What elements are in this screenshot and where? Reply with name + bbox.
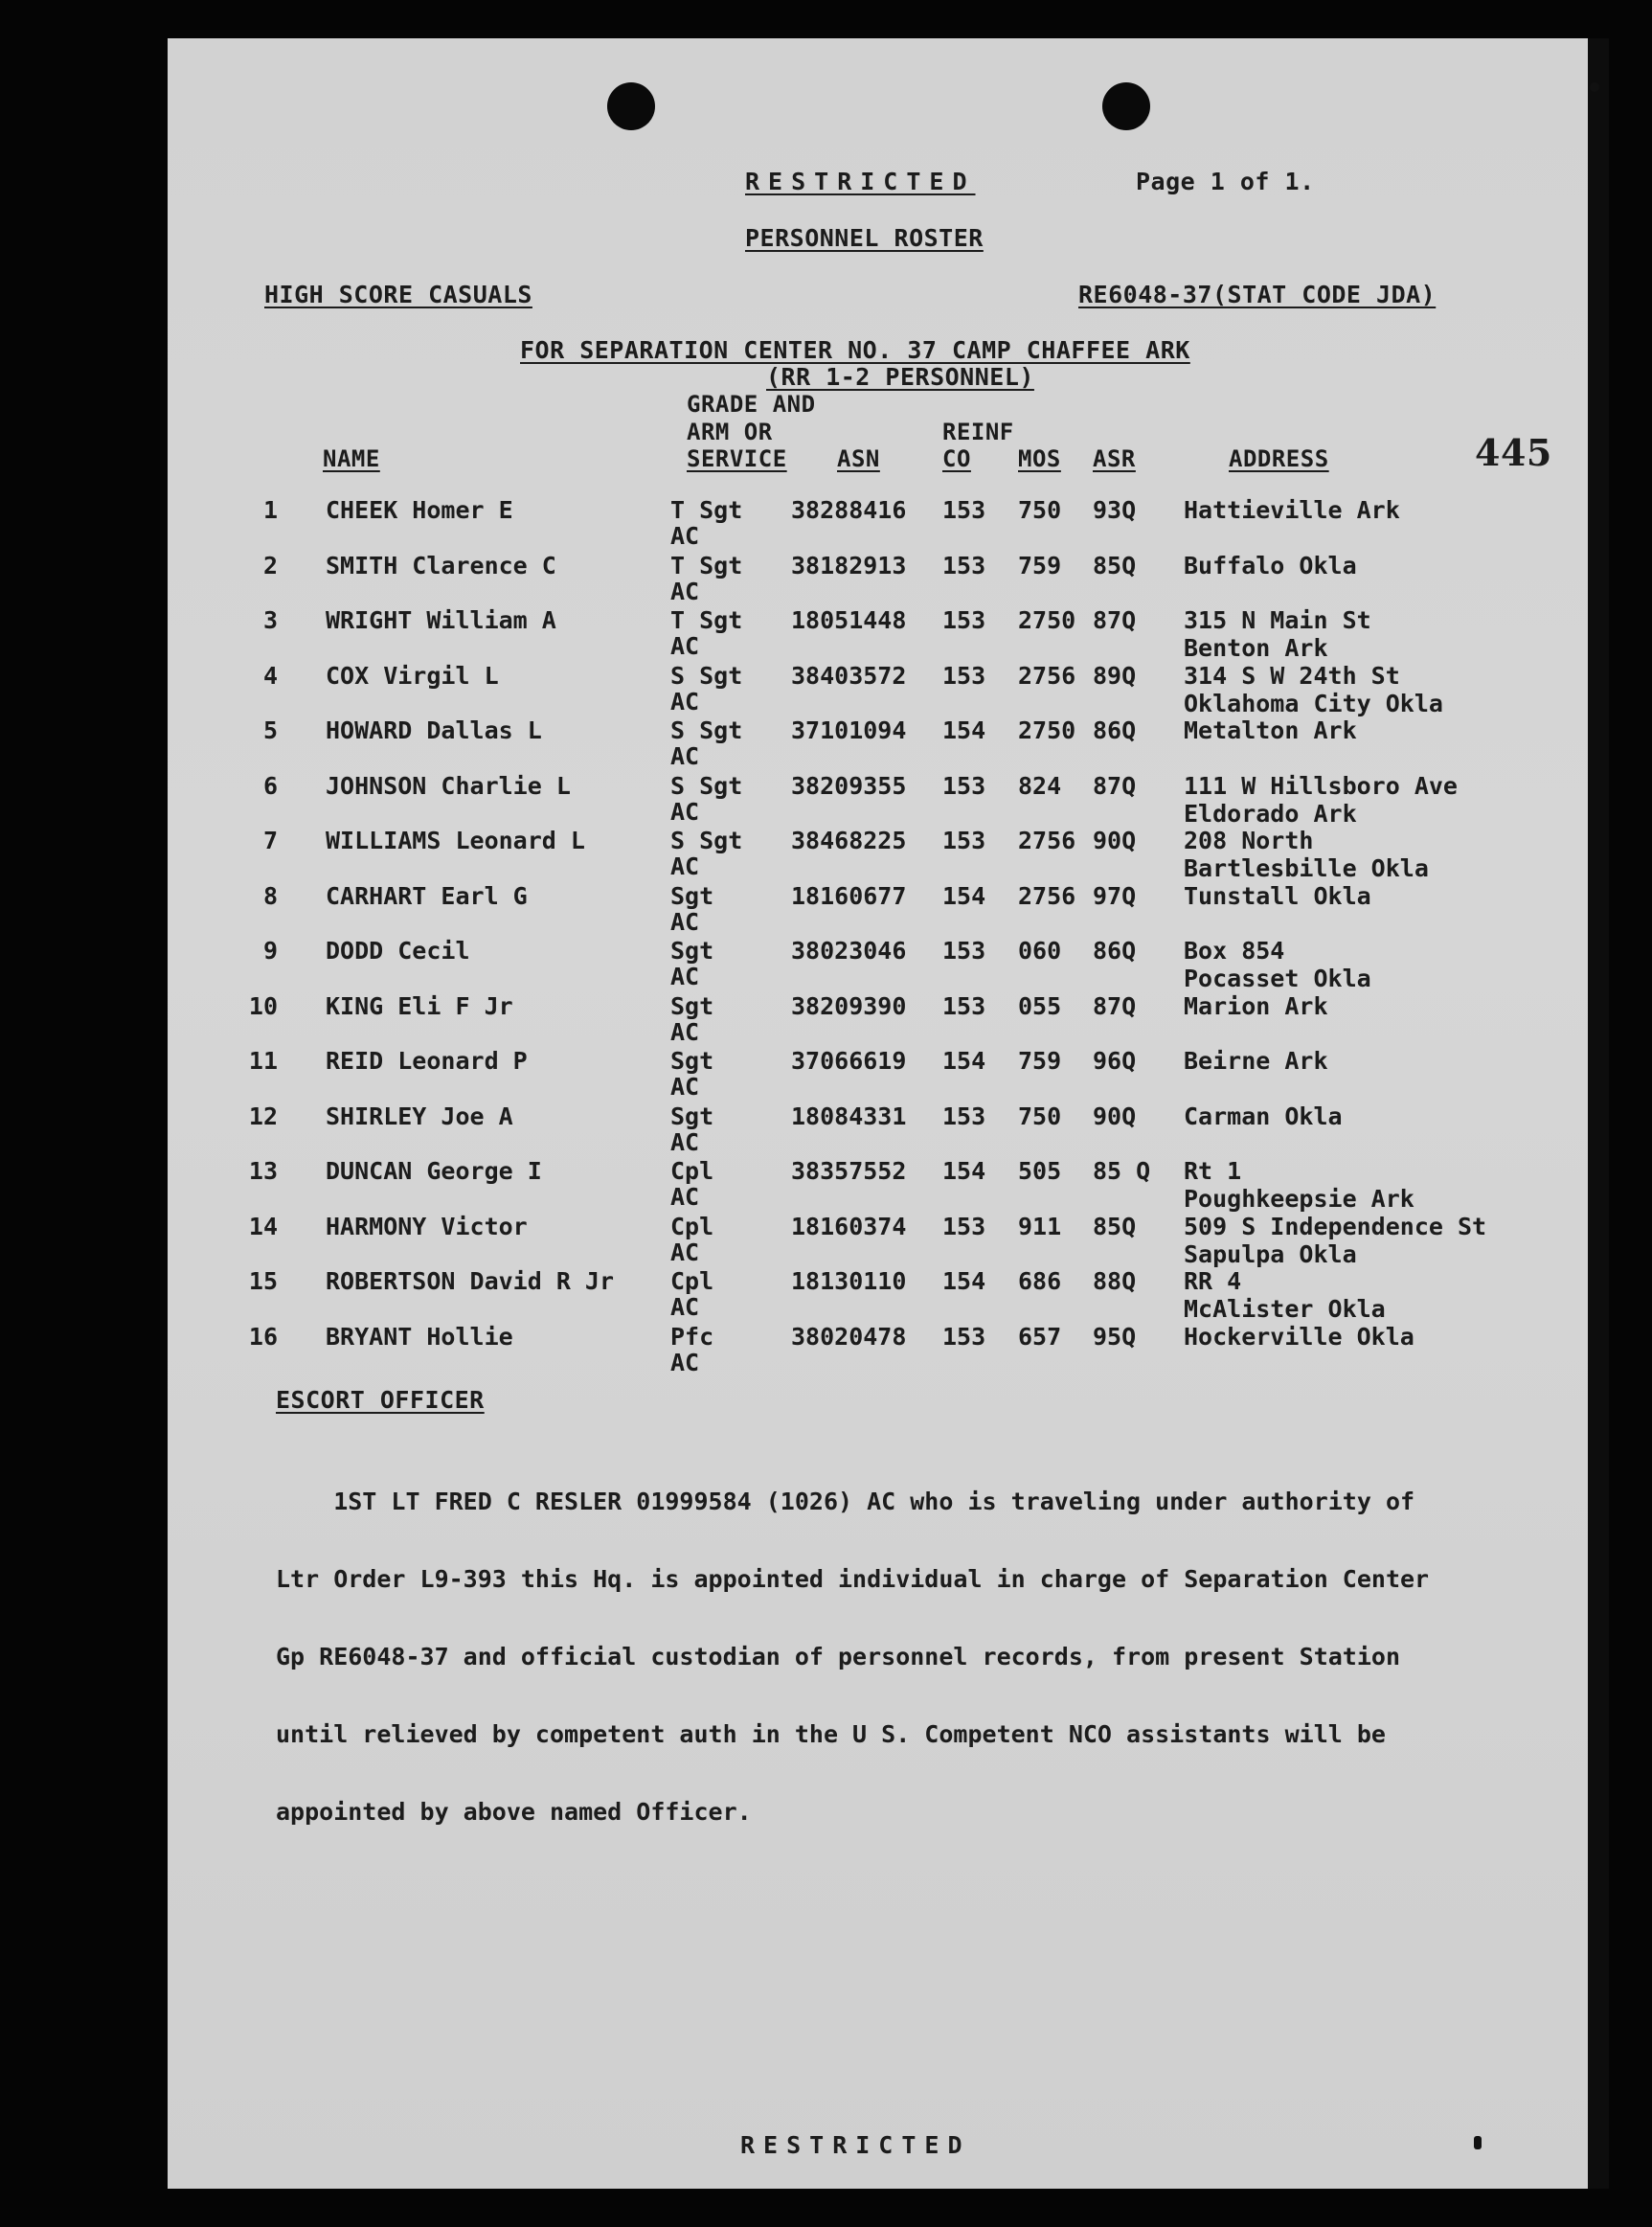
row-arm: AC: [670, 1348, 700, 1376]
table-row: [0, 662, 1652, 717]
row-address-line1: 314 S W 24th St: [1184, 661, 1400, 690]
row-grade: Sgt: [670, 1102, 714, 1130]
row-asn: 38403572: [791, 661, 907, 690]
row-name: BRYANT Hollie: [326, 1322, 513, 1351]
row-arm: AC: [670, 1017, 700, 1046]
row-asn: 37101094: [791, 716, 907, 744]
row-asr: 87Q: [1093, 991, 1137, 1020]
row-number: 10: [248, 991, 278, 1020]
col-asr: ASR: [1093, 445, 1136, 472]
row-number: 7: [262, 827, 278, 854]
row-mos: 2756: [1018, 661, 1076, 690]
row-reinf-co: 153: [942, 937, 986, 965]
row-number: 13: [248, 1157, 278, 1185]
row-number: 14: [248, 1212, 278, 1240]
page-info: Page 1 of 1.: [1136, 168, 1315, 195]
row-mos: 060: [1018, 937, 1062, 965]
escort-line: Gp RE6048-37 and official custodian of personnel records, from present Station: [276, 1643, 1400, 1670]
table-row: [0, 827, 1652, 882]
col-name: NAME: [323, 445, 380, 472]
row-asn: 38468225: [791, 827, 907, 854]
row-address-line1: Metalton Ark: [1184, 716, 1357, 744]
row-arm: AC: [670, 1073, 700, 1101]
row-name: DUNCAN George I: [326, 1157, 542, 1185]
col-reinf-l1: REINF: [942, 419, 1014, 445]
table-row: [0, 1102, 1652, 1158]
row-address-line1: Box 854: [1184, 937, 1285, 965]
row-name: SMITH Clarence C: [326, 551, 556, 579]
row-number: 1: [262, 496, 278, 524]
escort-line: 1ST LT FRED C RESLER 01999584 (1026) AC who is traveling under authority of: [276, 1488, 1415, 1515]
row-number: 6: [262, 771, 278, 800]
row-arm: AC: [670, 852, 700, 880]
row-number: 5: [262, 716, 278, 744]
row-address-line1: RR 4: [1184, 1267, 1242, 1295]
row-grade: T Sgt: [670, 496, 743, 524]
table-row: [0, 1267, 1652, 1323]
col-mos: MOS: [1018, 445, 1061, 472]
row-reinf-co: 154: [942, 1047, 986, 1075]
row-reinf-co: 154: [942, 716, 986, 744]
row-mos: 686: [1018, 1267, 1062, 1295]
row-name: JOHNSON Charlie L: [326, 771, 571, 800]
row-address-line1: 208 North: [1184, 827, 1314, 854]
row-arm: AC: [670, 1238, 700, 1266]
row-number: 9: [262, 937, 278, 965]
row-reinf-co: 153: [942, 1322, 986, 1351]
roster-title: PERSONNEL ROSTER: [745, 224, 984, 252]
row-asr: 96Q: [1093, 1047, 1137, 1075]
row-asr: 85Q: [1093, 1212, 1137, 1240]
row-address-line1: 315 N Main St: [1184, 606, 1371, 634]
row-reinf-co: 153: [942, 551, 986, 579]
row-asn: 18084331: [791, 1102, 907, 1130]
row-reinf-co: 153: [942, 496, 986, 524]
row-mos: 750: [1018, 1102, 1062, 1130]
row-grade: Sgt: [670, 1047, 714, 1075]
row-mos: 2750: [1018, 716, 1076, 744]
row-reinf-co: 153: [942, 771, 986, 800]
row-number: 16: [248, 1322, 278, 1351]
row-grade: Sgt: [670, 937, 714, 965]
row-address-line1: Hockerville Okla: [1184, 1322, 1414, 1351]
row-asr: 86Q: [1093, 716, 1137, 744]
row-arm: AC: [670, 1127, 700, 1156]
row-address-line1: Beirne Ark: [1184, 1047, 1328, 1075]
row-reinf-co: 154: [942, 1267, 986, 1295]
escort-paragraph: [276, 1437, 1521, 1851]
row-reinf-co: 153: [942, 606, 986, 634]
row-name: HOWARD Dallas L: [326, 716, 542, 744]
row-arm: AC: [670, 522, 700, 550]
row-asr: 95Q: [1093, 1322, 1137, 1351]
row-address-line1: Buffalo Okla: [1184, 551, 1357, 579]
row-grade: T Sgt: [670, 606, 743, 634]
row-number: 12: [248, 1102, 278, 1130]
category-line: (RR 1-2 PERSONNEL): [766, 363, 1034, 391]
row-grade: Cpl: [670, 1267, 714, 1295]
row-address-line2: Pocasset Okla: [1184, 965, 1371, 992]
table-row: [0, 1047, 1652, 1102]
row-arm: AC: [670, 907, 700, 936]
row-number: 3: [262, 606, 278, 634]
row-name: KING Eli F Jr: [326, 991, 513, 1020]
row-mos: 2756: [1018, 881, 1076, 910]
col-grade-l3: SERVICE: [687, 445, 787, 472]
row-name: WRIGHT William A: [326, 606, 556, 634]
row-number: 2: [262, 551, 278, 579]
row-number: 11: [248, 1047, 278, 1075]
col-address: ADDRESS: [1229, 445, 1329, 472]
row-mos: 759: [1018, 1047, 1062, 1075]
row-arm: AC: [670, 797, 700, 826]
row-grade: Sgt: [670, 991, 714, 1020]
col-grade-l2: ARM OR: [687, 419, 773, 445]
row-grade: Sgt: [670, 881, 714, 910]
row-asr: 86Q: [1093, 937, 1137, 965]
corner-mark: [1474, 2136, 1482, 2149]
col-grade-l1: GRADE AND: [687, 391, 816, 418]
table-row: [0, 1157, 1652, 1213]
row-asn: 18160677: [791, 881, 907, 910]
row-reinf-co: 154: [942, 1157, 986, 1185]
row-reinf-co: 153: [942, 1212, 986, 1240]
row-name: CARHART Earl G: [326, 881, 528, 910]
row-arm: AC: [670, 632, 700, 660]
table-row: [0, 772, 1652, 828]
row-address-line2: Bartlesbille Okla: [1184, 854, 1429, 882]
row-name: HARMONY Victor: [326, 1212, 528, 1240]
restricted-header: RESTRICTED: [745, 168, 976, 195]
restricted-footer: RESTRICTED: [740, 2131, 971, 2159]
row-address-line2: Poughkeepsie Ark: [1184, 1185, 1414, 1213]
row-name: CHEEK Homer E: [326, 496, 513, 524]
row-arm: AC: [670, 577, 700, 605]
row-reinf-co: 153: [942, 661, 986, 690]
page-number: 445: [1475, 431, 1552, 474]
escort-heading: ESCORT OFFICER: [276, 1386, 485, 1414]
row-address-line1: Marion Ark: [1184, 991, 1328, 1020]
table-row: [0, 937, 1652, 992]
table-row: [0, 496, 1652, 552]
row-name: REID Leonard P: [326, 1047, 528, 1075]
row-asn: 38209390: [791, 991, 907, 1020]
row-mos: 505: [1018, 1157, 1062, 1185]
row-name: COX Virgil L: [326, 661, 499, 690]
row-asr: 87Q: [1093, 771, 1137, 800]
row-grade: Cpl: [670, 1157, 714, 1185]
row-number: 15: [248, 1267, 278, 1295]
order-code: RE6048-37(STAT CODE JDA): [1078, 281, 1437, 308]
row-grade: Cpl: [670, 1212, 714, 1240]
row-grade: T Sgt: [670, 551, 743, 579]
col-asn: ASN: [837, 445, 880, 472]
row-mos: 911: [1018, 1212, 1062, 1240]
row-asr: 90Q: [1093, 1102, 1137, 1130]
row-asr: 87Q: [1093, 606, 1137, 634]
row-mos: 750: [1018, 496, 1062, 524]
table-row: [0, 716, 1652, 772]
row-arm: AC: [670, 1183, 700, 1211]
table-row: [0, 992, 1652, 1048]
row-address-line2: Eldorado Ark: [1184, 799, 1357, 828]
row-asn: 37066619: [791, 1047, 907, 1075]
row-grade: S Sgt: [670, 771, 743, 800]
row-asn: 18160374: [791, 1212, 907, 1240]
row-mos: 824: [1018, 771, 1062, 800]
row-name: SHIRLEY Joe A: [326, 1102, 513, 1130]
row-mos: 2756: [1018, 827, 1076, 854]
row-grade: S Sgt: [670, 827, 743, 854]
col-reinf-l2: CO: [942, 445, 971, 472]
row-asr: 97Q: [1093, 881, 1137, 910]
group-title: HIGH SCORE CASUALS: [264, 281, 532, 308]
row-asr: 85 Q: [1093, 1157, 1151, 1185]
punch-hole-left: [607, 82, 655, 130]
row-reinf-co: 153: [942, 991, 986, 1020]
escort-line: Ltr Order L9-393 this Hq. is appointed individual in charge of Separation Center: [276, 1565, 1430, 1593]
escort-line: appointed by above named Officer.: [276, 1798, 752, 1826]
row-grade: Pfc: [670, 1322, 714, 1351]
row-asr: 93Q: [1093, 496, 1137, 524]
row-mos: 2750: [1018, 606, 1076, 634]
table-row: [0, 552, 1652, 607]
row-name: WILLIAMS Leonard L: [326, 827, 585, 854]
row-address-line1: Hattieville Ark: [1184, 496, 1400, 524]
row-address-line2: Sapulpa Okla: [1184, 1239, 1357, 1268]
table-row: [0, 606, 1652, 662]
row-arm: AC: [670, 742, 700, 770]
row-address-line2: McAlister Okla: [1184, 1295, 1386, 1323]
row-address-line1: 111 W Hillsboro Ave: [1184, 771, 1458, 800]
row-asr: 85Q: [1093, 551, 1137, 579]
table-row: [0, 882, 1652, 938]
row-asn: 38023046: [791, 937, 907, 965]
ink-speck: [1590, 82, 1599, 92]
table-row: [0, 1213, 1652, 1268]
row-mos: 759: [1018, 551, 1062, 579]
row-asn: 38288416: [791, 496, 907, 524]
row-name: ROBERTSON David R Jr: [326, 1267, 615, 1295]
row-asn: 38209355: [791, 771, 907, 800]
row-asn: 18130110: [791, 1267, 907, 1295]
row-asn: 38357552: [791, 1157, 907, 1185]
row-asr: 88Q: [1093, 1267, 1137, 1295]
row-asn: 38020478: [791, 1322, 907, 1351]
row-grade: S Sgt: [670, 661, 743, 690]
row-reinf-co: 154: [942, 881, 986, 910]
row-asr: 89Q: [1093, 661, 1137, 690]
row-address-line1: Carman Okla: [1184, 1102, 1343, 1130]
row-number: 8: [262, 881, 278, 910]
row-arm: AC: [670, 963, 700, 990]
destination-line: FOR SEPARATION CENTER NO. 37 CAMP CHAFFEE ARK: [520, 336, 1190, 364]
row-address-line1: 509 S Independence St: [1184, 1212, 1487, 1240]
row-asn: 38182913: [791, 551, 907, 579]
row-address-line1: Tunstall Okla: [1184, 881, 1371, 910]
row-number: 4: [262, 661, 278, 690]
row-address-line2: Benton Ark: [1184, 634, 1328, 662]
row-mos: 657: [1018, 1322, 1062, 1351]
row-name: DODD Cecil: [326, 937, 470, 965]
row-reinf-co: 153: [942, 827, 986, 854]
row-address-line2: Oklahoma City Okla: [1184, 689, 1443, 717]
row-asr: 90Q: [1093, 827, 1137, 854]
row-mos: 055: [1018, 991, 1062, 1020]
row-asn: 18051448: [791, 606, 907, 634]
row-arm: AC: [670, 687, 700, 716]
escort-line: until relieved by competent auth in the U S. Competent NCO assistants will be: [276, 1720, 1386, 1748]
row-reinf-co: 153: [942, 1102, 986, 1130]
table-row: [0, 1323, 1652, 1378]
punch-hole-right: [1102, 82, 1150, 130]
row-address-line1: Rt 1: [1184, 1157, 1242, 1185]
row-arm: AC: [670, 1293, 700, 1321]
row-grade: S Sgt: [670, 716, 743, 744]
